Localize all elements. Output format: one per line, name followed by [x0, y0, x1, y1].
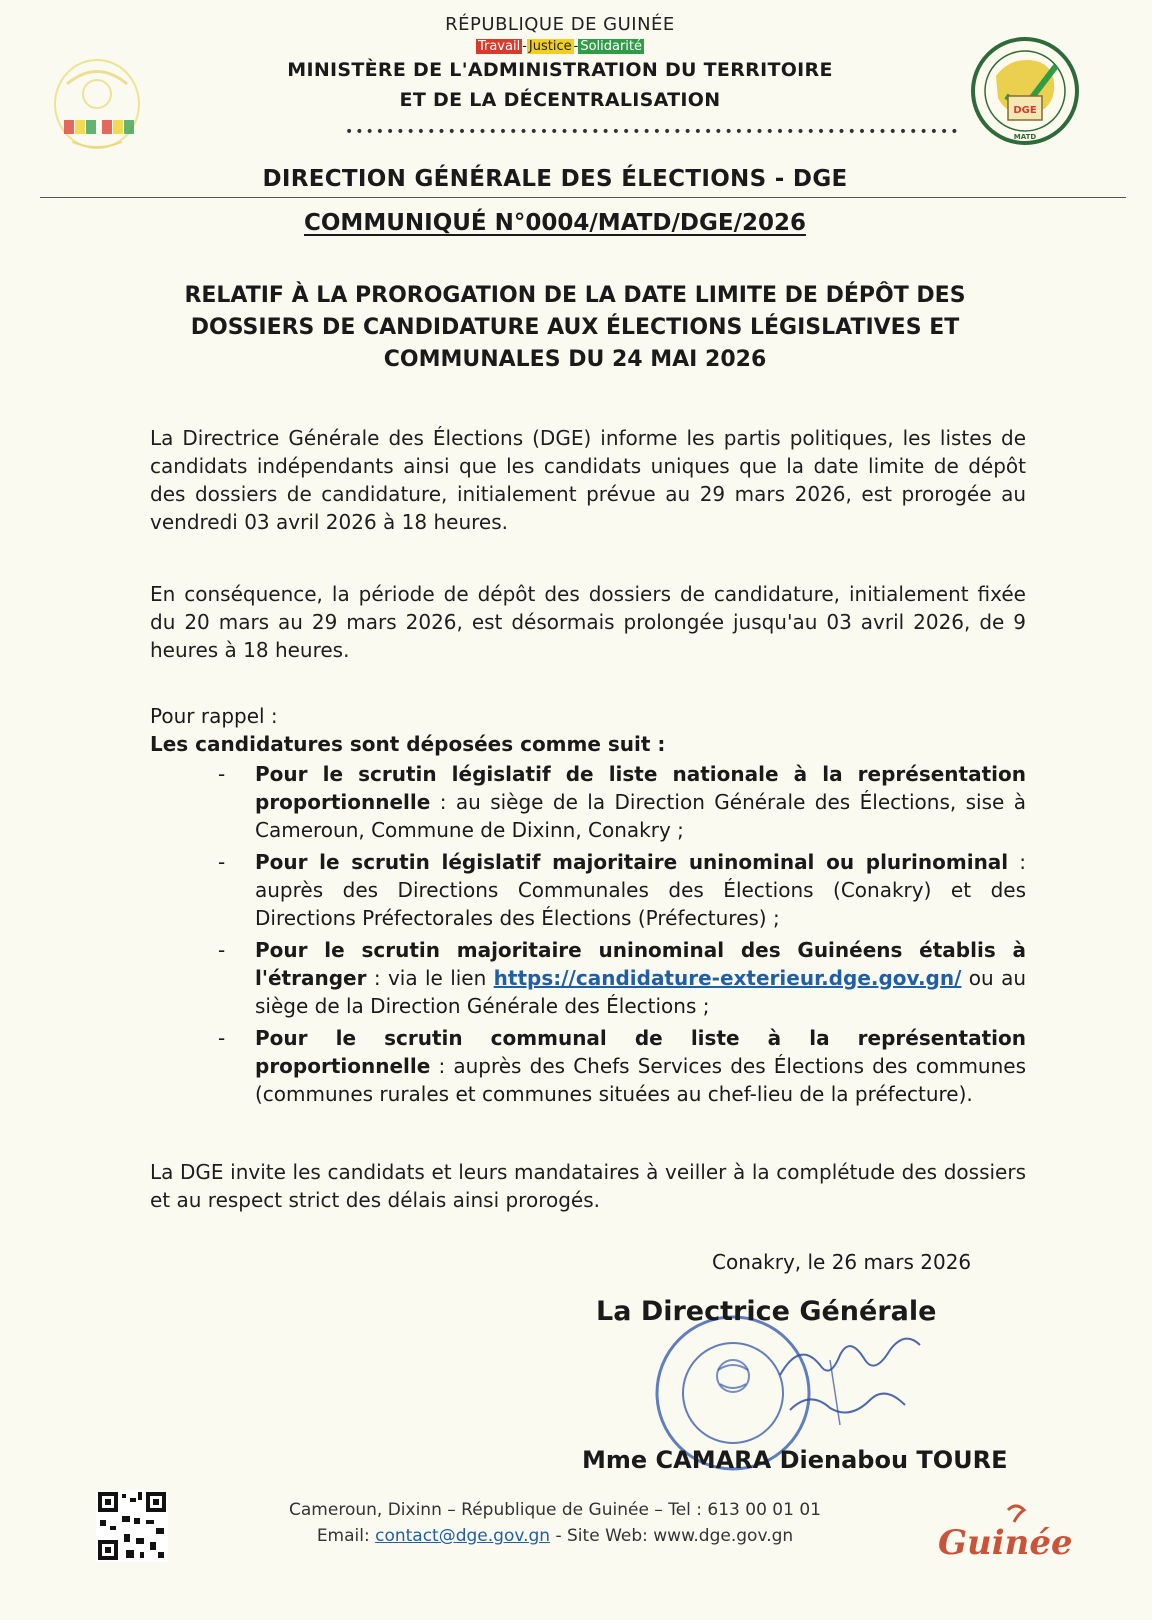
- svg-text:MATD: MATD: [1013, 133, 1037, 141]
- list-item: [150, 936, 1026, 1020]
- coat-of-arms-icon: [42, 54, 152, 158]
- list-item-rest: : auprès des Directions Communales des Élections (Conakry) et des Directions Préfectorales des Élections (Préfectures) ;: [255, 850, 1026, 930]
- header-center: [250, 14, 961, 140]
- list-item-bold: Pour le scrutin législatif de liste nationale à la représentation proportionnelle: [255, 762, 1026, 814]
- email-link[interactable]: contact@dge.gov.gn: [375, 1526, 551, 1546]
- list-item-text: [255, 936, 1026, 1020]
- national-motto: [476, 39, 644, 54]
- communique-subject: RELATIF À LA PROROGATION DE LA DATE LIMITE DE DÉPÔT DES DOSSIERS DE CANDIDATURE AUX ÉLECTIONS LÉGISLATIVES ET COMMUNALES DU 24 MAI 2026: [184, 283, 966, 372]
- list-dash: -: [218, 1026, 226, 1050]
- motto-part-3: Solidarité: [580, 39, 643, 54]
- paragraph-1: La Directrice Générale des Élections (DGE) informe les partis politiques, les listes de candidats indépendants ainsi que les candidats uniques que la date limite de dépôt des dossiers de candidature, initialement prévue au 29 mars 2026, est prorogée au vendredi 03 avril 2026 à 18 heures.: [150, 426, 1026, 534]
- list-item: [150, 760, 1026, 844]
- list-item-bold: Pour le scrutin majoritaire uninominal des Guinéens établis à l'étranger: [255, 938, 1026, 990]
- list-item-text: [255, 848, 1026, 932]
- list-item-bold: Pour le scrutin législatif majoritaire uninominal ou plurinominal: [255, 850, 1009, 874]
- list-item-rest: : via le lien: [366, 966, 494, 990]
- list-dash: -: [218, 762, 226, 786]
- list-item-text: [255, 1024, 1026, 1108]
- svg-text:DGE: DGE: [1013, 105, 1037, 116]
- signatory-name: Mme CAMARA Dienabou TOURE: [582, 1446, 1008, 1474]
- motto-part-1: Travail: [477, 39, 521, 54]
- list-item-rest: : auprès des Chefs Services des Élections des communes (communes rurales et communes situées au chef-lieu de la préfecture).: [255, 1054, 1026, 1106]
- list-dash: -: [218, 938, 226, 962]
- handwritten-signature-icon: [770, 1320, 930, 1430]
- list-item: [150, 848, 1026, 932]
- communique-number: COMMUNIQUÉ N°0004/MATD/DGE/2026: [304, 210, 806, 236]
- dge-title: DIRECTION GÉNÉRALE DES ÉLECTIONS - DGE: [262, 166, 848, 192]
- qr-code-icon: [96, 1490, 168, 1562]
- footer-web-line: [200, 1523, 910, 1549]
- list-item-rest: ou au siège de la Direction Générale des Élections ;: [255, 966, 1026, 1018]
- website-text: - Site Web: www.dge.gov.gn: [550, 1526, 794, 1546]
- footer-contact: [200, 1497, 910, 1549]
- motto-sep: -: [522, 39, 527, 54]
- ministry-line-1: MINISTÈRE DE L'ADMINISTRATION DU TERRITOIRE: [287, 59, 833, 81]
- motto-sep: -: [573, 39, 579, 54]
- list-item: [150, 1024, 1026, 1108]
- paragraph-3: La DGE invite les candidats et leurs mandataires à veiller à la complétude des dossiers et au respect strict des délais ainsi prorogés.: [150, 1160, 1026, 1212]
- list-item-bold: Pour le scrutin communal de liste à la représentation proportionnelle: [255, 1026, 1026, 1078]
- paragraph-2: En conséquence, la période de dépôt des dossiers de candidature, initialement fixée du 20 mars au 29 mars 2026, est désormais prolongée jusqu'au 03 avril 2026, de 9 heures à 18 heures.: [150, 582, 1026, 662]
- reminder-label: Pour rappel :: [150, 704, 278, 728]
- header-rule: [40, 197, 1126, 198]
- svg-text:Guinée: Guinée: [938, 1523, 1073, 1563]
- list-dash: -: [218, 850, 226, 874]
- signatory-title: La Directrice Générale: [596, 1296, 937, 1327]
- footer-address: Cameroun, Dixinn – République de Guinée – Tel : 613 00 01 01: [289, 1500, 821, 1520]
- guinee-brand-logo-icon: [934, 1500, 1074, 1570]
- reminder-block: [150, 702, 1026, 758]
- reminder-intro: Les candidatures sont déposées comme suit :: [150, 732, 666, 756]
- dotted-divider: ••••••••••••••••••••••••••••••••••••••••••••••••••••••••••••: [345, 124, 961, 140]
- list-item-rest: : au siège de la Direction Générale des Élections, sise à Cameroun, Commune de Dixinn, Conakry ;: [255, 790, 1026, 842]
- list-item-text: [255, 760, 1026, 844]
- candidature-link[interactable]: https://candidature-exterieur.dge.gov.gn/: [493, 966, 962, 990]
- ministry-line-2: ET DE LA DÉCENTRALISATION: [399, 89, 721, 111]
- deposit-list: [150, 760, 1026, 1112]
- republic-name: RÉPUBLIQUE DE GUINÉE: [445, 14, 675, 35]
- place-date: Conakry, le 26 mars 2026: [712, 1250, 972, 1274]
- email-label: Email:: [316, 1526, 376, 1546]
- motto-part-2: Justice: [528, 39, 572, 54]
- dge-logo-icon: [966, 36, 1084, 146]
